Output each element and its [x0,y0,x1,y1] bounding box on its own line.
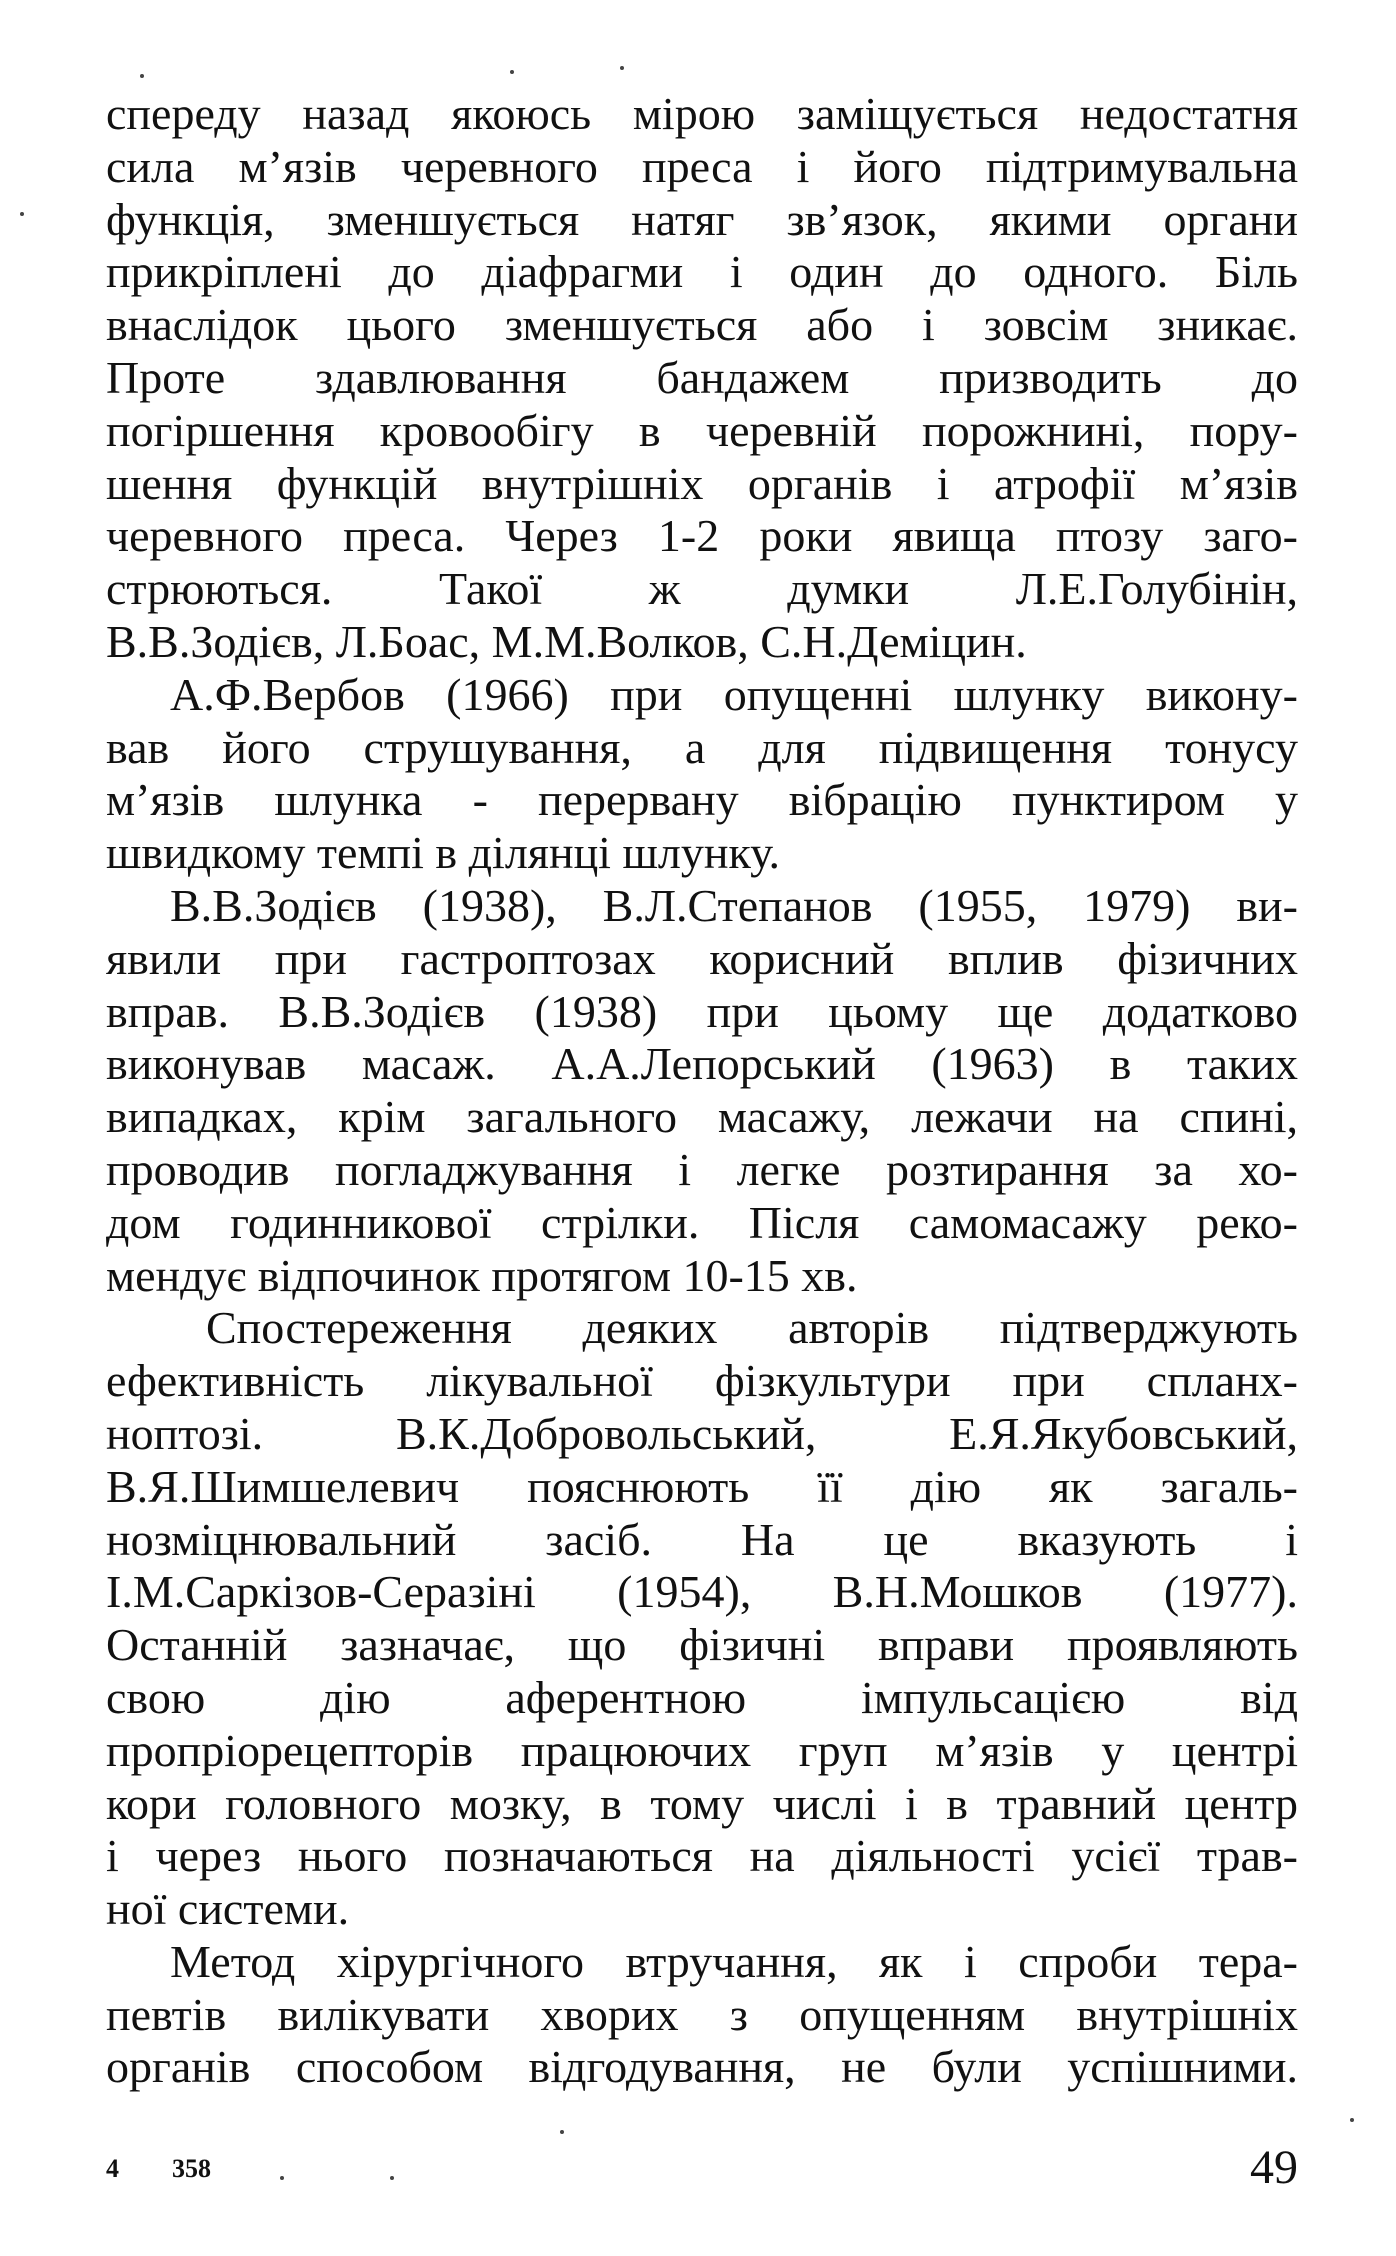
text-line: проводив погладжування і легке розтирання за хо- [106,1143,1298,1195]
paragraph-3 [106,880,1298,1302]
text-line: ефективність лікувальної фізкультури при спланх- [106,1355,1298,1407]
scan-speck [280,2176,284,2180]
text-line: шення функцій внутрішніх органів і атрофії м’язів [106,457,1298,509]
text-line: виконував масаж. А.А.Лепорський (1963) в таких [106,1038,1298,1090]
text-line: Останній зазначає, що фізичні вправи проявляють [106,1619,1298,1671]
text-line: стрюються. Такої ж думки Л.Е.Голубінін, [106,563,1298,615]
paragraph-1 [106,88,1298,669]
body-text [106,88,1298,2094]
scan-speck [510,70,514,74]
text-line: органів способом відгодування, не були успішними. [106,2041,1298,2093]
paragraph-2 [106,669,1298,880]
scan-speck [1350,2118,1354,2122]
text-line: пропріорецепторів працюючих груп м’язів у центрі [106,1724,1298,1776]
text-line: вав його струшування, а для підвищення тонусу [106,721,1298,773]
text-line: ної системи. [106,1883,350,1935]
text-line: спереду назад якоюсь мірою заміщується недостатня [106,88,1298,139]
text-line: м’язів шлунка - перервану вібрацію пунктиром у [106,774,1298,826]
text-line: певтів вилікувати хворих з опущенням внутрішніх [106,1988,1298,2040]
scan-speck [390,2176,394,2180]
text-line: нозміцнювальний засіб. На це вказують і [106,1513,1298,1565]
text-line: функція, зменшується натяг зв’язок, якими органи [106,193,1298,245]
printer-signature: 4 [106,2154,119,2183]
text-line: свою дію аферентною імпульсацією від [106,1671,1298,1723]
scan-speck [620,66,624,70]
text-line: А.Ф.Вербов (1966) при опущенні шлунку викону- [170,668,1298,720]
scan-speck [560,2130,564,2134]
text-line: мендує відпочинок протягом 10-15 хв. [106,1249,858,1301]
scan-speck [20,212,24,216]
text-line: явили при гастроптозах корисний вплив фізичних [106,932,1298,984]
paragraph-4 [106,1302,1298,1936]
text-line: Метод хірургічного втручання, як і спроби тера- [170,1935,1298,1987]
text-line: внаслідок цього зменшується або і зовсім зникає. [106,299,1298,351]
text-line: прикріплені до діафрагми і один до одного. Біль [106,246,1298,298]
text-line: В.Я.Шимшелевич пояснюють її дію як загаль- [106,1460,1298,1512]
text-line: дом годинникової стрілки. Після самомасажу реко- [106,1196,1298,1248]
text-line: погіршення кровообігу в черевній порожнині, пору- [106,404,1298,456]
text-line: І.М.Саркізов-Серазіні (1954), В.Н.Мошков (1977). [106,1566,1298,1618]
page-footer [106,2140,1298,2200]
text-line: Спостереження деяких авторів підтверджують [206,1302,1298,1354]
paragraph-5 [106,1936,1298,2094]
text-line: Проте здавлювання бандажем призводить до [106,351,1298,403]
text-line: кори головного мозку, в тому числі і в травний центр [106,1777,1298,1829]
text-line: швидкому темпі в ділянці шлунку. [106,827,781,879]
text-line: В.В.Зодієв, Л.Боас, М.М.Волков, С.Н.Деміцин. [106,615,1027,667]
text-line: сила м’язів черевного преса і його підтримувальна [106,140,1298,192]
scan-speck [140,74,144,78]
page-number: 49 [1250,2141,1298,2194]
text-line: вправ. В.В.Зодієв (1938) при цьому ще додатково [106,985,1298,1037]
text-line: ноптозі. В.К.Добровольський, Е.Я.Якубовський, [106,1407,1298,1459]
printer-signature-code: 358 [172,2154,211,2183]
text-line: В.В.Зодієв (1938), В.Л.Степанов (1955, 1979) ви- [170,879,1298,931]
text-line: і через нього позначаються на діяльності усієї трав- [106,1830,1298,1882]
text-line: випадках, крім загального масажу, лежачи на спині, [106,1091,1298,1143]
text-line: черевного преса. Через 1-2 роки явища птозу заго- [106,510,1298,562]
